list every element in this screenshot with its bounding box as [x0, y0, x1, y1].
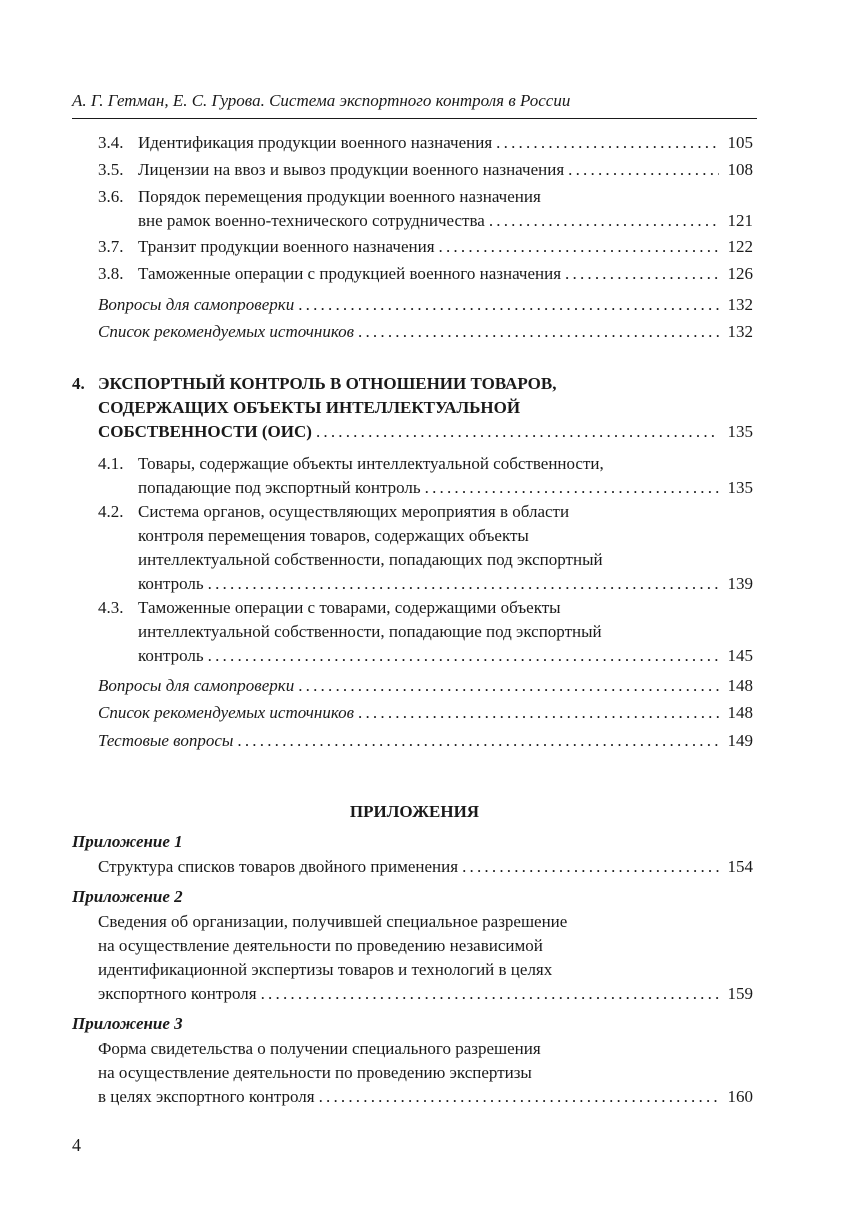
toc-entry-number: 3.8.	[98, 264, 124, 283]
leader-dots	[565, 262, 719, 286]
toc-entry-title-line: попадающие под экспортный контроль	[138, 478, 421, 497]
chapter-title-line: СОБСТВЕННОСТИ (ОИС)	[98, 422, 312, 441]
toc-entry-page: 121	[727, 211, 753, 230]
toc-entry-4-3[interactable]	[98, 596, 753, 668]
toc-entry-page: 139	[727, 574, 753, 593]
toc-entry-page: 105	[727, 133, 753, 152]
toc-entry-page: 122	[727, 237, 753, 256]
leader-dots	[319, 1085, 719, 1109]
toc-entry-page: 145	[727, 646, 753, 665]
toc-entry-title-line: в целях экспортного контроля	[98, 1087, 315, 1106]
toc-entry-title: Вопросы для самопроверки	[98, 676, 295, 695]
leader-dots	[358, 701, 719, 725]
toc-entry-title-line: Сведения об организации, получившей специальное разрешение	[98, 912, 568, 931]
toc-entry-sources-3[interactable]	[98, 320, 753, 344]
leader-dots	[439, 235, 719, 259]
toc-entry-number: 4.3.	[98, 598, 124, 617]
leader-dots	[462, 855, 719, 879]
toc-entry-title: Список рекомендуемых источников	[98, 322, 355, 341]
toc-entry-3-7[interactable]	[98, 235, 753, 259]
toc-entry-3-6[interactable]	[98, 185, 753, 233]
toc-entry-page: 154	[727, 857, 753, 876]
toc-appendix-2[interactable]	[98, 910, 753, 1006]
toc-entry-title: Структура списков товаров двойного применения	[98, 857, 459, 876]
toc-entry-title-line: контроль	[138, 646, 204, 665]
toc-chapter-4[interactable]	[72, 372, 753, 444]
toc-entry-title: Список рекомендуемых источников	[98, 703, 355, 722]
leader-dots	[208, 572, 719, 596]
chapter-page: 135	[727, 422, 753, 441]
toc-entry-title-line: контроля перемещения товаров, содержащих объекты	[138, 526, 529, 545]
toc-entry-number: 3.4.	[98, 133, 124, 152]
toc-entry-number: 3.5.	[98, 160, 124, 179]
toc-entry-title-line: Порядок перемещения продукции военного назначения	[138, 187, 541, 206]
toc-entry-test-questions[interactable]	[98, 729, 753, 753]
toc-entry-number: 4.2.	[98, 502, 124, 521]
chapter-title-line: СОДЕРЖАЩИХ ОБЪЕКТЫ ИНТЕЛЛЕКТУАЛЬНОЙ	[98, 398, 521, 417]
toc-entry-title: Идентификация продукции военного назначения	[138, 133, 493, 152]
toc-entry-title: Тестовые вопросы	[98, 731, 234, 750]
header-rule	[72, 118, 757, 119]
appendix-label: Приложение 2	[72, 887, 183, 906]
running-header: А. Г. Гетман, Е. С. Гурова. Система экспортного контроля в России	[72, 91, 571, 110]
toc-entry-page: 135	[727, 478, 753, 497]
toc-entry-4-1[interactable]	[98, 452, 753, 500]
toc-entry-title-line: Система органов, осуществляющих мероприятия в области	[138, 502, 570, 521]
chapter-number: 4.	[72, 374, 85, 393]
toc-entry-page: 148	[727, 703, 753, 722]
leader-dots	[425, 476, 719, 500]
appendices-title: ПРИЛОЖЕНИЯ	[349, 802, 480, 821]
toc-appendix-3[interactable]	[98, 1037, 753, 1109]
toc-entry-title: Вопросы для самопроверки	[98, 295, 295, 314]
toc-entry-title-line: интеллектуальной собственности, попадающие под экспортный	[138, 622, 602, 641]
toc-entry-page: 132	[727, 322, 753, 341]
appendix-label: Приложение 1	[72, 832, 183, 851]
toc-entry-3-8[interactable]	[98, 262, 753, 286]
chapter-title-line: ЭКСПОРТНЫЙ КОНТРОЛЬ В ОТНОШЕНИИ ТОВАРОВ,	[98, 374, 557, 393]
toc-entry-number: 3.6.	[98, 187, 124, 206]
toc-entry-page: 149	[727, 731, 753, 750]
toc-entry-title: Лицензии на ввоз и вывоз продукции военного назначения	[138, 160, 565, 179]
toc-entry-title-line: интеллектуальной собственности, попадающих под экспортный	[138, 550, 603, 569]
leader-dots	[358, 320, 719, 344]
toc-entry-page: 160	[727, 1087, 753, 1106]
toc-entry-page: 126	[727, 264, 753, 283]
toc-entry-title-line: идентификационной экспертизы товаров и технологий в целях	[98, 960, 553, 979]
toc-appendix-1[interactable]	[98, 855, 753, 879]
leader-dots	[261, 982, 719, 1006]
toc-entry-title-line: контроль	[138, 574, 204, 593]
leader-dots	[208, 644, 719, 668]
toc-entry-page: 132	[727, 295, 753, 314]
leader-dots	[298, 674, 719, 698]
toc-entry-3-4[interactable]	[98, 131, 753, 155]
toc-entry-title-line: вне рамок военно-технического сотрудничества	[138, 211, 485, 230]
toc-entry-self-check-3[interactable]	[98, 293, 753, 317]
toc-entry-4-2[interactable]	[98, 500, 753, 596]
toc-entry-title: Таможенные операции с продукцией военного назначения	[138, 264, 562, 283]
toc-entry-title-line: на осуществление деятельности по проведению экспертизы	[98, 1063, 532, 1082]
page-number: 4	[72, 1135, 81, 1155]
toc-entry-title-line: экспортного контроля	[98, 984, 257, 1003]
toc-entry-number: 4.1.	[98, 454, 124, 473]
appendix-label: Приложение 3	[72, 1014, 183, 1033]
toc-entry-title: Транзит продукции военного назначения	[138, 237, 435, 256]
leader-dots	[496, 131, 719, 155]
toc-entry-sources-4[interactable]	[98, 701, 753, 725]
toc-entry-title-line: Форма свидетельства о получении специального разрешения	[98, 1039, 541, 1058]
toc-entry-page: 108	[727, 160, 753, 179]
toc-entry-3-5[interactable]	[98, 158, 753, 182]
toc-entry-title-line: Таможенные операции с товарами, содержащими объекты	[138, 598, 561, 617]
toc-entry-page: 148	[727, 676, 753, 695]
leader-dots	[568, 158, 719, 182]
toc-entry-number: 3.7.	[98, 237, 124, 256]
leader-dots	[237, 729, 719, 753]
leader-dots	[298, 293, 719, 317]
toc-entry-self-check-4[interactable]	[98, 674, 753, 698]
toc-entry-title-line: на осуществление деятельности по проведению независимой	[98, 936, 543, 955]
leader-dots	[489, 209, 719, 233]
toc-entry-title-line: Товары, содержащие объекты интеллектуальной собственности,	[138, 454, 604, 473]
toc-entry-page: 159	[727, 984, 753, 1003]
leader-dots	[316, 420, 719, 444]
